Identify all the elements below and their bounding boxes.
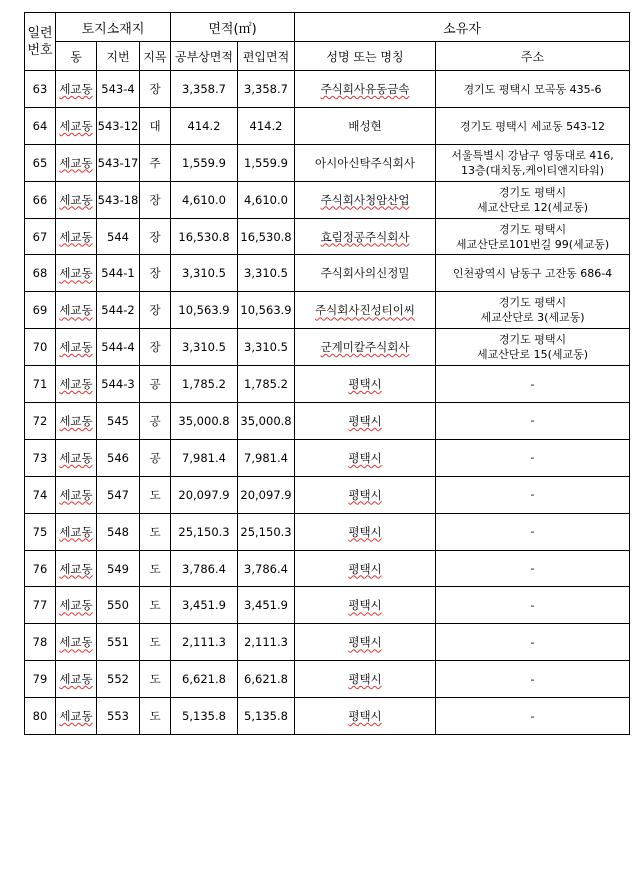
row-incorporated-area: 20,097.9 bbox=[238, 476, 295, 513]
land-owner-table bbox=[24, 12, 630, 735]
owner-address-header: 주소 bbox=[436, 42, 630, 71]
row-jibun: 543-4 bbox=[97, 71, 140, 108]
row-owner-address: - bbox=[436, 661, 630, 698]
row-incorporated-area: 1,785.2 bbox=[238, 366, 295, 403]
row-dong: 세교동 bbox=[56, 661, 97, 698]
row-incorporated-area: 16,530.8 bbox=[238, 218, 295, 255]
row-owner-address: - bbox=[436, 698, 630, 735]
row-incorporated-area: 3,786.4 bbox=[238, 550, 295, 587]
jibun-header: 지번 bbox=[97, 42, 140, 71]
table-row bbox=[25, 292, 630, 329]
row-number: 73 bbox=[25, 439, 56, 476]
row-owner-address: 경기도 평택시 세교동 543-12 bbox=[436, 107, 630, 144]
row-official-area: 3,358.7 bbox=[171, 71, 238, 108]
row-official-area: 35,000.8 bbox=[171, 403, 238, 440]
row-owner-address: - bbox=[436, 476, 630, 513]
table-row bbox=[25, 366, 630, 403]
row-dong: 세교동 bbox=[56, 439, 97, 476]
row-incorporated-area: 10,563.9 bbox=[238, 292, 295, 329]
table-body bbox=[25, 71, 630, 735]
row-owner-name: 아시아신탁주식회사 bbox=[295, 144, 436, 181]
row-dong: 세교동 bbox=[56, 181, 97, 218]
row-owner-address: 경기도 평택시 세교산단로101번길 99(세교동) bbox=[436, 218, 630, 255]
row-number: 64 bbox=[25, 107, 56, 144]
row-owner-name: 평택시 bbox=[295, 698, 436, 735]
table-row bbox=[25, 218, 630, 255]
row-incorporated-area: 3,358.7 bbox=[238, 71, 295, 108]
row-official-area: 3,786.4 bbox=[171, 550, 238, 587]
row-dong: 세교동 bbox=[56, 292, 97, 329]
row-jimok: 도 bbox=[140, 624, 171, 661]
row-owner-name: 주식회사청암산업 bbox=[295, 181, 436, 218]
row-number: 79 bbox=[25, 661, 56, 698]
row-dong: 세교동 bbox=[56, 71, 97, 108]
table-row bbox=[25, 181, 630, 218]
row-incorporated-area: 414.2 bbox=[238, 107, 295, 144]
table-row bbox=[25, 550, 630, 587]
row-owner-name: 주식회사진성티이씨 bbox=[295, 292, 436, 329]
row-jibun: 549 bbox=[97, 550, 140, 587]
row-official-area: 7,981.4 bbox=[171, 439, 238, 476]
row-owner-name: 평택시 bbox=[295, 403, 436, 440]
row-owner-address: - bbox=[436, 366, 630, 403]
row-dong: 세교동 bbox=[56, 550, 97, 587]
row-jimok: 장 bbox=[140, 181, 171, 218]
row-incorporated-area: 35,000.8 bbox=[238, 403, 295, 440]
row-jimok: 장 bbox=[140, 255, 171, 292]
row-jimok: 공 bbox=[140, 366, 171, 403]
row-incorporated-area: 3,310.5 bbox=[238, 255, 295, 292]
owner-header: 소유자 bbox=[295, 13, 630, 42]
row-owner-name: 평택시 bbox=[295, 513, 436, 550]
row-owner-address: 경기도 평택시 세교산단로 15(세교동) bbox=[436, 329, 630, 366]
row-owner-name: 평택시 bbox=[295, 366, 436, 403]
land-location-header: 토지소재지 bbox=[56, 13, 171, 42]
row-incorporated-area: 5,135.8 bbox=[238, 698, 295, 735]
row-jibun: 543-17 bbox=[97, 144, 140, 181]
row-official-area: 414.2 bbox=[171, 107, 238, 144]
table-row bbox=[25, 661, 630, 698]
row-official-area: 6,621.8 bbox=[171, 661, 238, 698]
row-jimok: 주 bbox=[140, 144, 171, 181]
row-dong: 세교동 bbox=[56, 513, 97, 550]
row-owner-address: - bbox=[436, 587, 630, 624]
row-dong: 세교동 bbox=[56, 698, 97, 735]
official-area-header: 공부상면적 bbox=[171, 42, 238, 71]
row-jibun: 543-18 bbox=[97, 181, 140, 218]
row-number: 71 bbox=[25, 366, 56, 403]
row-official-area: 3,451.9 bbox=[171, 587, 238, 624]
row-jimok: 장 bbox=[140, 71, 171, 108]
table-row bbox=[25, 513, 630, 550]
row-jimok: 도 bbox=[140, 476, 171, 513]
row-jimok: 장 bbox=[140, 329, 171, 366]
row-owner-name: 평택시 bbox=[295, 439, 436, 476]
incorporated-area-header: 편입면적 bbox=[238, 42, 295, 71]
row-official-area: 20,097.9 bbox=[171, 476, 238, 513]
row-dong: 세교동 bbox=[56, 587, 97, 624]
row-number: 68 bbox=[25, 255, 56, 292]
row-jimok: 장 bbox=[140, 218, 171, 255]
table-row bbox=[25, 587, 630, 624]
row-official-area: 16,530.8 bbox=[171, 218, 238, 255]
row-jimok: 대 bbox=[140, 107, 171, 144]
row-jibun: 550 bbox=[97, 587, 140, 624]
row-jibun: 551 bbox=[97, 624, 140, 661]
row-official-area: 1,785.2 bbox=[171, 366, 238, 403]
row-owner-address: - bbox=[436, 624, 630, 661]
row-owner-name: 주식회사의신정밀 bbox=[295, 255, 436, 292]
table-row bbox=[25, 403, 630, 440]
row-jibun: 544-3 bbox=[97, 366, 140, 403]
row-incorporated-area: 3,451.9 bbox=[238, 587, 295, 624]
row-owner-address: 인천광역시 남동구 고잔동 686-4 bbox=[436, 255, 630, 292]
row-owner-name: 군계미칼주식회사 bbox=[295, 329, 436, 366]
row-number: 76 bbox=[25, 550, 56, 587]
table-row bbox=[25, 107, 630, 144]
row-owner-name: 배성현 bbox=[295, 107, 436, 144]
row-owner-name: 평택시 bbox=[295, 587, 436, 624]
row-incorporated-area: 25,150.3 bbox=[238, 513, 295, 550]
table-row bbox=[25, 144, 630, 181]
table-row bbox=[25, 476, 630, 513]
row-official-area: 3,310.5 bbox=[171, 255, 238, 292]
row-dong: 세교동 bbox=[56, 144, 97, 181]
row-owner-name: 효림정공주식회사 bbox=[295, 218, 436, 255]
dong-header: 동 bbox=[56, 42, 97, 71]
row-jibun: 546 bbox=[97, 439, 140, 476]
row-incorporated-area: 2,111.3 bbox=[238, 624, 295, 661]
table-row bbox=[25, 71, 630, 108]
row-number: 72 bbox=[25, 403, 56, 440]
row-owner-name: 평택시 bbox=[295, 661, 436, 698]
row-jibun: 544-1 bbox=[97, 255, 140, 292]
row-owner-address: - bbox=[436, 550, 630, 587]
row-number: 69 bbox=[25, 292, 56, 329]
row-dong: 세교동 bbox=[56, 624, 97, 661]
row-jibun: 548 bbox=[97, 513, 140, 550]
row-jibun: 545 bbox=[97, 403, 140, 440]
row-jimok: 도 bbox=[140, 698, 171, 735]
row-number: 67 bbox=[25, 218, 56, 255]
row-jibun: 552 bbox=[97, 661, 140, 698]
row-jimok: 장 bbox=[140, 292, 171, 329]
row-jimok: 공 bbox=[140, 439, 171, 476]
row-jimok: 공 bbox=[140, 403, 171, 440]
row-incorporated-area: 1,559.9 bbox=[238, 144, 295, 181]
row-owner-name: 평택시 bbox=[295, 624, 436, 661]
row-jibun: 544 bbox=[97, 218, 140, 255]
row-dong: 세교동 bbox=[56, 476, 97, 513]
row-owner-address: 경기도 평택시 세교산단로 3(세교동) bbox=[436, 292, 630, 329]
row-number: 75 bbox=[25, 513, 56, 550]
row-official-area: 5,135.8 bbox=[171, 698, 238, 735]
row-jimok: 도 bbox=[140, 661, 171, 698]
row-dong: 세교동 bbox=[56, 366, 97, 403]
row-number: 65 bbox=[25, 144, 56, 181]
table-row bbox=[25, 698, 630, 735]
table-row bbox=[25, 329, 630, 366]
row-number: 70 bbox=[25, 329, 56, 366]
row-official-area: 3,310.5 bbox=[171, 329, 238, 366]
jimok-header: 지목 bbox=[140, 42, 171, 71]
row-dong: 세교동 bbox=[56, 255, 97, 292]
row-number: 74 bbox=[25, 476, 56, 513]
row-owner-name: 주식회사유동금속 bbox=[295, 71, 436, 108]
row-owner-address: - bbox=[436, 403, 630, 440]
row-dong: 세교동 bbox=[56, 107, 97, 144]
area-header: 면적(㎡) bbox=[171, 13, 295, 42]
table-row bbox=[25, 439, 630, 476]
row-official-area: 1,559.9 bbox=[171, 144, 238, 181]
row-number: 78 bbox=[25, 624, 56, 661]
row-number: 77 bbox=[25, 587, 56, 624]
row-official-area: 2,111.3 bbox=[171, 624, 238, 661]
row-number: 63 bbox=[25, 71, 56, 108]
row-incorporated-area: 7,981.4 bbox=[238, 439, 295, 476]
row-owner-name: 평택시 bbox=[295, 550, 436, 587]
row-owner-name: 평택시 bbox=[295, 476, 436, 513]
row-owner-address: - bbox=[436, 513, 630, 550]
row-owner-address: 경기도 평택시 세교산단로 12(세교동) bbox=[436, 181, 630, 218]
row-jibun: 547 bbox=[97, 476, 140, 513]
row-jimok: 도 bbox=[140, 513, 171, 550]
row-dong: 세교동 bbox=[56, 403, 97, 440]
row-jibun: 544-4 bbox=[97, 329, 140, 366]
row-official-area: 4,610.0 bbox=[171, 181, 238, 218]
serial-number-header: 일련 번호 bbox=[25, 13, 56, 71]
row-owner-address: - bbox=[436, 439, 630, 476]
row-dong: 세교동 bbox=[56, 218, 97, 255]
row-jimok: 도 bbox=[140, 550, 171, 587]
row-number: 80 bbox=[25, 698, 56, 735]
row-dong: 세교동 bbox=[56, 329, 97, 366]
row-jimok: 도 bbox=[140, 587, 171, 624]
row-incorporated-area: 4,610.0 bbox=[238, 181, 295, 218]
owner-name-header: 성명 또는 명칭 bbox=[295, 42, 436, 71]
row-official-area: 25,150.3 bbox=[171, 513, 238, 550]
row-number: 66 bbox=[25, 181, 56, 218]
row-jibun: 553 bbox=[97, 698, 140, 735]
row-incorporated-area: 6,621.8 bbox=[238, 661, 295, 698]
row-owner-address: 서울특별시 강남구 영동대로 416, 13층(대치동,케이티앤지타워) bbox=[436, 144, 630, 181]
row-jibun: 543-12 bbox=[97, 107, 140, 144]
table-row bbox=[25, 255, 630, 292]
row-jibun: 544-2 bbox=[97, 292, 140, 329]
table-row bbox=[25, 624, 630, 661]
row-official-area: 10,563.9 bbox=[171, 292, 238, 329]
row-owner-address: 경기도 평택시 모곡동 435-6 bbox=[436, 71, 630, 108]
row-incorporated-area: 3,310.5 bbox=[238, 329, 295, 366]
